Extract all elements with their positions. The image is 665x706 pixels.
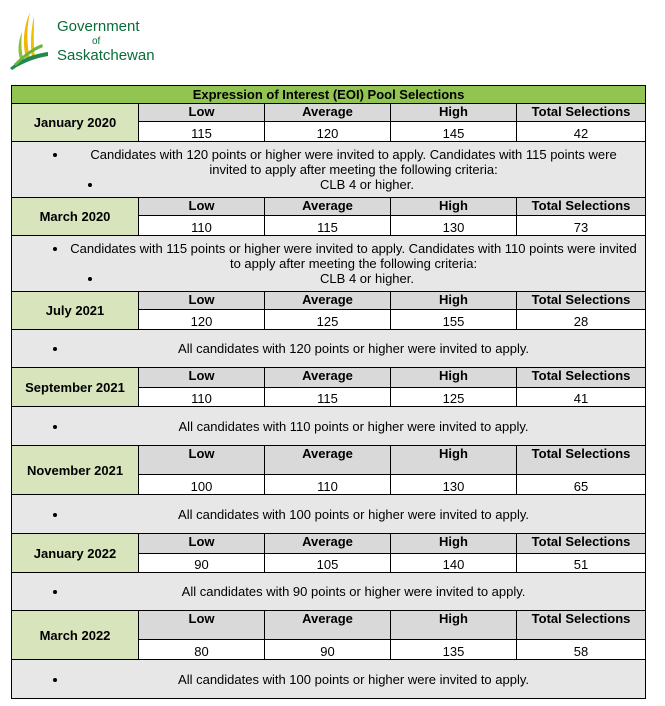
header-low: Low — [139, 534, 265, 554]
note-item: • All candidates with 100 points or higher were invited to apply. — [68, 507, 637, 522]
round-note-row — [12, 495, 646, 534]
header-high: High — [391, 611, 517, 640]
sub-note-list — [70, 177, 637, 192]
value-low: 110 — [139, 216, 265, 236]
note-item: • All candidates with 120 points or higher were invited to apply. — [68, 341, 637, 356]
header-total: Total Selections — [517, 446, 646, 475]
logo-line-of: of — [92, 36, 101, 47]
header-average: Average — [265, 292, 391, 310]
note-item: • All candidates with 90 points or higher were invited to apply. — [68, 584, 637, 599]
round-note-row — [12, 142, 646, 198]
header-average: Average — [265, 446, 391, 475]
note-text: Candidates with 120 points or higher were invited to apply. Candidates with 115 points were invited to apply after meeting the following criteria: — [90, 147, 617, 177]
round-header-row — [12, 198, 646, 216]
value-total: 65 — [517, 475, 646, 495]
note-item: • All candidates with 110 points or higher were invited to apply. — [68, 419, 637, 434]
header-low: Low — [139, 198, 265, 216]
header-average: Average — [265, 198, 391, 216]
value-high: 130 — [391, 475, 517, 495]
round-header-row — [12, 368, 646, 388]
header-average: Average — [265, 104, 391, 122]
sub-note-item: • CLB 4 or higher. — [103, 271, 629, 286]
note-list — [12, 147, 645, 192]
value-total: 58 — [517, 640, 646, 660]
round-note-cell — [12, 660, 646, 699]
round-period: November 2021 — [12, 446, 139, 495]
note-item: • All candidates with 100 points or higher were invited to apply. — [68, 672, 637, 687]
note-item — [68, 241, 637, 286]
wheat-icon — [8, 8, 52, 72]
note-item — [68, 147, 637, 192]
value-total: 51 — [517, 554, 646, 573]
saskatchewan-logo — [8, 8, 158, 73]
note-list — [12, 672, 645, 687]
note-list — [12, 241, 645, 286]
header-low: Low — [139, 611, 265, 640]
value-high: 140 — [391, 554, 517, 573]
value-low: 110 — [139, 388, 265, 407]
value-average: 120 — [265, 122, 391, 142]
note-text: Candidates with 115 points or higher were invited to apply. Candidates with 110 points were invited to apply after meeting the following criteria: — [70, 241, 637, 271]
note-list — [12, 507, 645, 522]
value-low: 80 — [139, 640, 265, 660]
value-total: 28 — [517, 310, 646, 330]
table-title-row — [12, 86, 646, 104]
note-list — [12, 584, 645, 599]
header-high: High — [391, 292, 517, 310]
round-header-row — [12, 292, 646, 310]
header-high: High — [391, 198, 517, 216]
header-high: High — [391, 368, 517, 388]
round-note-row — [12, 407, 646, 446]
round-note-cell — [12, 330, 646, 368]
header-total: Total Selections — [517, 198, 646, 216]
value-average: 110 — [265, 475, 391, 495]
value-low: 90 — [139, 554, 265, 573]
value-average: 115 — [265, 388, 391, 407]
logo-line-government: Government — [57, 18, 140, 35]
value-low: 120 — [139, 310, 265, 330]
round-note-row — [12, 330, 646, 368]
value-total: 42 — [517, 122, 646, 142]
round-period: March 2022 — [12, 611, 139, 660]
value-low: 115 — [139, 122, 265, 142]
value-high: 125 — [391, 388, 517, 407]
header-high: High — [391, 104, 517, 122]
value-low: 100 — [139, 475, 265, 495]
value-average: 90 — [265, 640, 391, 660]
logo-wordmark — [57, 18, 155, 65]
value-high: 155 — [391, 310, 517, 330]
eoi-selections-table — [11, 85, 646, 699]
header-total: Total Selections — [517, 292, 646, 310]
round-note-row — [12, 573, 646, 611]
round-period: January 2022 — [12, 534, 139, 573]
header-average: Average — [265, 611, 391, 640]
value-high: 130 — [391, 216, 517, 236]
round-period: January 2020 — [12, 104, 139, 142]
header-average: Average — [265, 534, 391, 554]
logo-line-saskatchewan: Saskatchewan — [57, 47, 155, 64]
value-high: 135 — [391, 640, 517, 660]
round-note-cell — [12, 142, 646, 198]
round-period: September 2021 — [12, 368, 139, 407]
note-list — [12, 341, 645, 356]
round-note-cell — [12, 407, 646, 446]
value-average: 105 — [265, 554, 391, 573]
table-title: Expression of Interest (EOI) Pool Selections — [12, 86, 646, 104]
round-header-row — [12, 104, 646, 122]
value-average: 115 — [265, 216, 391, 236]
note-list — [12, 419, 645, 434]
header-total: Total Selections — [517, 611, 646, 640]
round-header-row — [12, 446, 646, 475]
header-average: Average — [265, 368, 391, 388]
header-total: Total Selections — [517, 534, 646, 554]
round-note-cell — [12, 573, 646, 611]
round-note-cell — [12, 495, 646, 534]
sub-note-item: • CLB 4 or higher. — [103, 177, 629, 192]
round-header-row — [12, 534, 646, 554]
sub-note-list — [70, 271, 637, 286]
header-low: Low — [139, 104, 265, 122]
value-total: 73 — [517, 216, 646, 236]
header-total: Total Selections — [517, 368, 646, 388]
value-high: 145 — [391, 122, 517, 142]
round-period: March 2020 — [12, 198, 139, 236]
header-low: Low — [139, 446, 265, 475]
round-note-row — [12, 236, 646, 292]
round-note-cell — [12, 236, 646, 292]
header-high: High — [391, 446, 517, 475]
round-header-row — [12, 611, 646, 640]
value-total: 41 — [517, 388, 646, 407]
header-high: High — [391, 534, 517, 554]
header-low: Low — [139, 292, 265, 310]
round-period: July 2021 — [12, 292, 139, 330]
header-total: Total Selections — [517, 104, 646, 122]
value-average: 125 — [265, 310, 391, 330]
header-low: Low — [139, 368, 265, 388]
round-note-row — [12, 660, 646, 699]
